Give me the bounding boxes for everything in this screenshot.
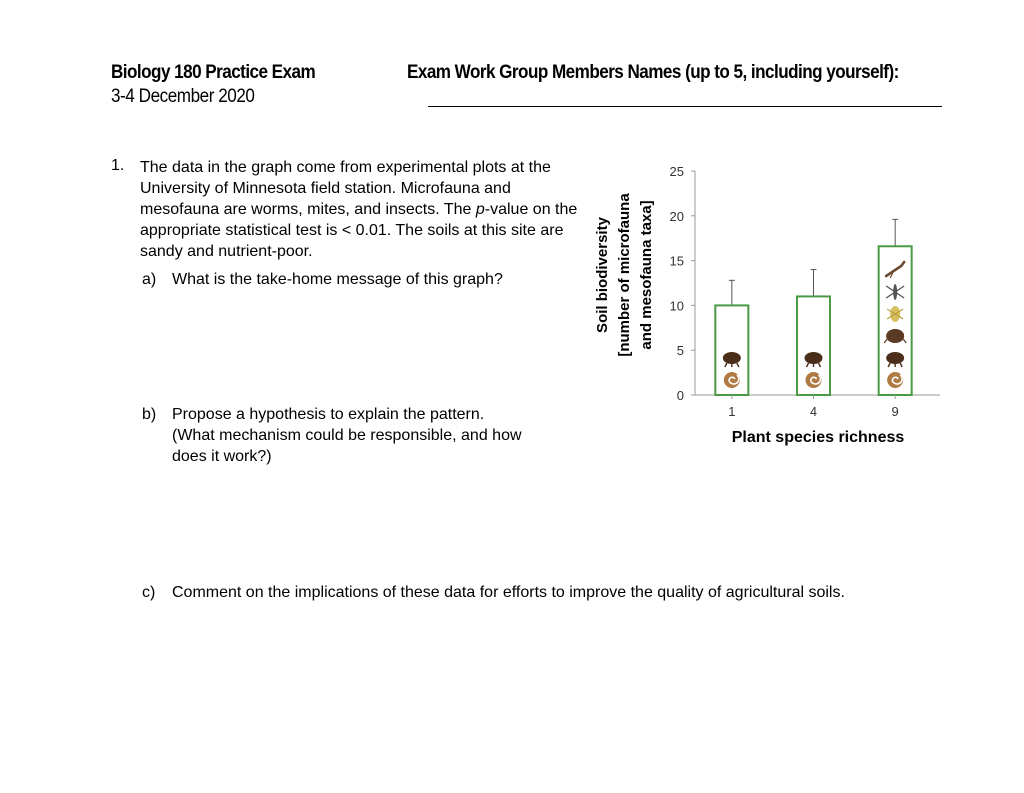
part-b-letter: b) bbox=[142, 406, 157, 423]
snail-shell bbox=[887, 372, 903, 388]
part-c-letter: c) bbox=[142, 584, 156, 601]
y-axis-label-line1: Soil biodiversity bbox=[594, 217, 611, 333]
beetle-icon bbox=[805, 352, 823, 367]
snail-shell bbox=[806, 372, 822, 388]
x-tick-label: 9 bbox=[891, 404, 899, 419]
header-left bbox=[111, 62, 338, 108]
snail-icon bbox=[806, 372, 822, 388]
part-a-letter: a) bbox=[142, 271, 157, 288]
snail-shell bbox=[724, 372, 740, 388]
part-b-text-line1: Propose a hypothesis to explain the pattern. bbox=[172, 406, 485, 423]
y-axis-label-line3: and mesofauna taxa] bbox=[638, 200, 655, 350]
y-tick-label: 5 bbox=[676, 343, 684, 359]
part-c bbox=[142, 582, 942, 604]
x-tick-label: 4 bbox=[809, 404, 818, 419]
y-tick-label: 25 bbox=[669, 164, 684, 179]
x-tick-label: 1 bbox=[728, 404, 736, 419]
y-tick-label: 15 bbox=[669, 253, 684, 269]
y-tick-label: 10 bbox=[669, 298, 684, 314]
plot-area bbox=[670, 164, 940, 419]
exam-title: Biology 180 Practice Exam bbox=[111, 62, 316, 83]
chart-svg bbox=[585, 150, 945, 460]
part-b-text-line2: (What mechanism could be responsible, and how bbox=[172, 427, 522, 444]
beetle-body bbox=[886, 352, 904, 364]
snail-icon bbox=[724, 372, 740, 388]
part-b-text-line3: does it work?) bbox=[172, 448, 272, 465]
part-a bbox=[142, 269, 562, 291]
question-number: 1. bbox=[111, 157, 125, 174]
part-c-text: Comment on the implications of these data for efforts to improve the quality of agricultural soils. bbox=[172, 584, 845, 601]
members-name-field[interactable] bbox=[428, 106, 942, 107]
beetle-icon bbox=[886, 352, 904, 367]
part-a-text: What is the take-home message of this graph? bbox=[172, 271, 503, 288]
snail-icon bbox=[887, 372, 903, 388]
question-text-part-2: -value on the appropriate statistical test is < 0.01. The soils at this site are sandy and nutrient-poor. bbox=[140, 201, 578, 260]
beetle-icon bbox=[723, 352, 741, 367]
exam-date: 3-4 December 2020 bbox=[111, 86, 255, 107]
y-tick-label: 0 bbox=[676, 388, 684, 403]
y-axis-label-line2: [number of microfauna bbox=[616, 193, 633, 357]
question-text-part-1: The data in the graph come from experimental plots at the University of Minnesota field station. Microfauna and mesofauna are worms, mites, and insects. The bbox=[140, 159, 551, 218]
mite-body bbox=[886, 329, 904, 343]
beetle-body bbox=[805, 352, 823, 364]
question-text bbox=[140, 157, 580, 262]
y-tick-label: 20 bbox=[669, 208, 684, 224]
soil-biodiversity-chart bbox=[585, 150, 945, 460]
members-label: Exam Work Group Members Names (up to 5, including yourself): bbox=[407, 62, 899, 83]
beetle-body bbox=[723, 352, 741, 364]
header-right bbox=[407, 62, 947, 84]
y-axis-label bbox=[594, 193, 655, 357]
part-b bbox=[142, 404, 582, 470]
x-axis-label: Plant species richness bbox=[731, 429, 905, 446]
question-text-italic: p bbox=[475, 201, 485, 218]
